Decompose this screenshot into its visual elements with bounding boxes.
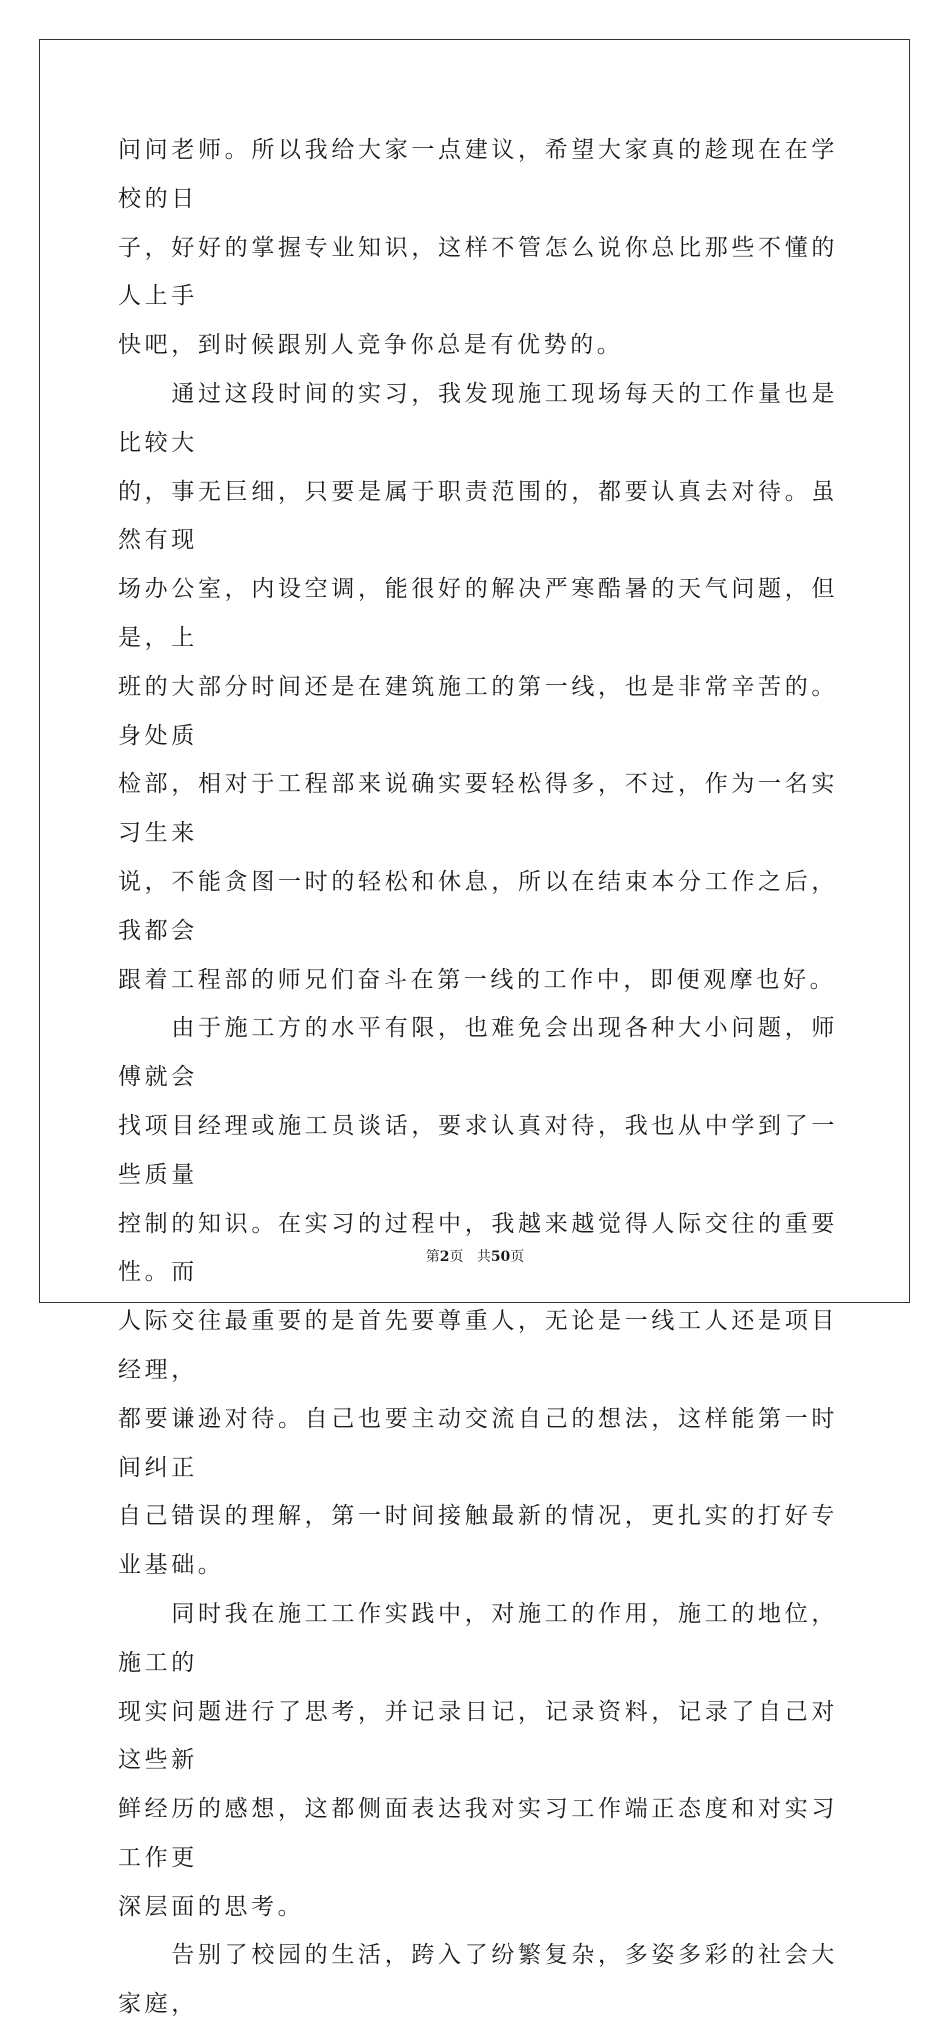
- text-line: 通过这段时间的实习，我发现施工现场每天的工作量也是比较大: [118, 380, 838, 456]
- text-line: 由于施工方的水平有限，也难免会出现各种大小问题，师傅就会: [118, 1015, 838, 1091]
- footer-total-pages: 50: [490, 1249, 511, 1265]
- footer-total-prefix: 共: [476, 1249, 491, 1265]
- text-line: 鲜经历的感想，这都侧面表达我对实习工作端正态度和对实习工作更: [118, 1796, 838, 1871]
- footer-page-number: 2: [439, 1249, 450, 1265]
- text-line: 快吧，到时候跟别人竞争你总是有优势的。: [118, 332, 624, 359]
- text-line: 找项目经理或施工员谈话，要求认真对待，我也从中学到了一些质量: [118, 1112, 838, 1188]
- text-line: 都要谦逊对待。自己也要主动交流自己的想法，这样能第一时间纠正: [118, 1405, 838, 1481]
- text-line: 跟着工程部的师兄们奋斗在第一线的工作中，即便观摩也好。: [118, 966, 837, 993]
- text-line: 场办公室，内设空调，能很好的解决严寒酷暑的天气问题，但是，上: [118, 576, 838, 651]
- text-line: 控制的知识。在实习的过程中，我越来越觉得人际交往的重要性。而: [118, 1210, 838, 1286]
- text-line: 问问老师。所以我给大家一点建议，希望大家真的趁现在在学校的日: [118, 137, 838, 212]
- text-line: 深层面的思考。: [118, 1893, 305, 1920]
- text-line: 同时我在施工工作实践中，对施工的作用，施工的地位，施工的: [118, 1600, 838, 1676]
- text-line: 告别了校园的生活，跨入了纷繁复杂，多姿多彩的社会大家庭，: [118, 1942, 838, 2018]
- text-line: 的，事无巨细，只要是属于职责范围的，都要认真去对待。虽然有现: [118, 478, 838, 554]
- text-line: 说，不能贪图一时的轻松和休息，所以在结束本分工作之后，我都会: [118, 868, 838, 944]
- document-body: [118, 126, 838, 2029]
- text-line: 自己错误的理解，第一时间接触最新的情况，更扎实的打好专业基础。: [118, 1503, 838, 1579]
- text-line: 班的大部分时间还是在建筑施工的第一线，也是非常辛苦的。身处质: [118, 673, 838, 749]
- footer-page-suffix: 页: [449, 1249, 464, 1265]
- page-footer: [0, 1246, 950, 1266]
- footer-total-suffix: 页: [510, 1249, 525, 1265]
- text-line: 检部，相对于工程部来说确实要轻松得多，不过，作为一名实习生来: [118, 771, 838, 847]
- text-line: 现实问题进行了思考，并记录日记，记录资料，记录了自己对这些新: [118, 1698, 838, 1774]
- text-line: 人际交往最重要的是首先要尊重人，无论是一线工人还是项目经理，: [118, 1308, 838, 1383]
- footer-page-prefix: 第: [425, 1249, 440, 1265]
- text-line: 子，好好的掌握专业知识，这样不管怎么说你总比那些不懂的人上手: [118, 234, 838, 310]
